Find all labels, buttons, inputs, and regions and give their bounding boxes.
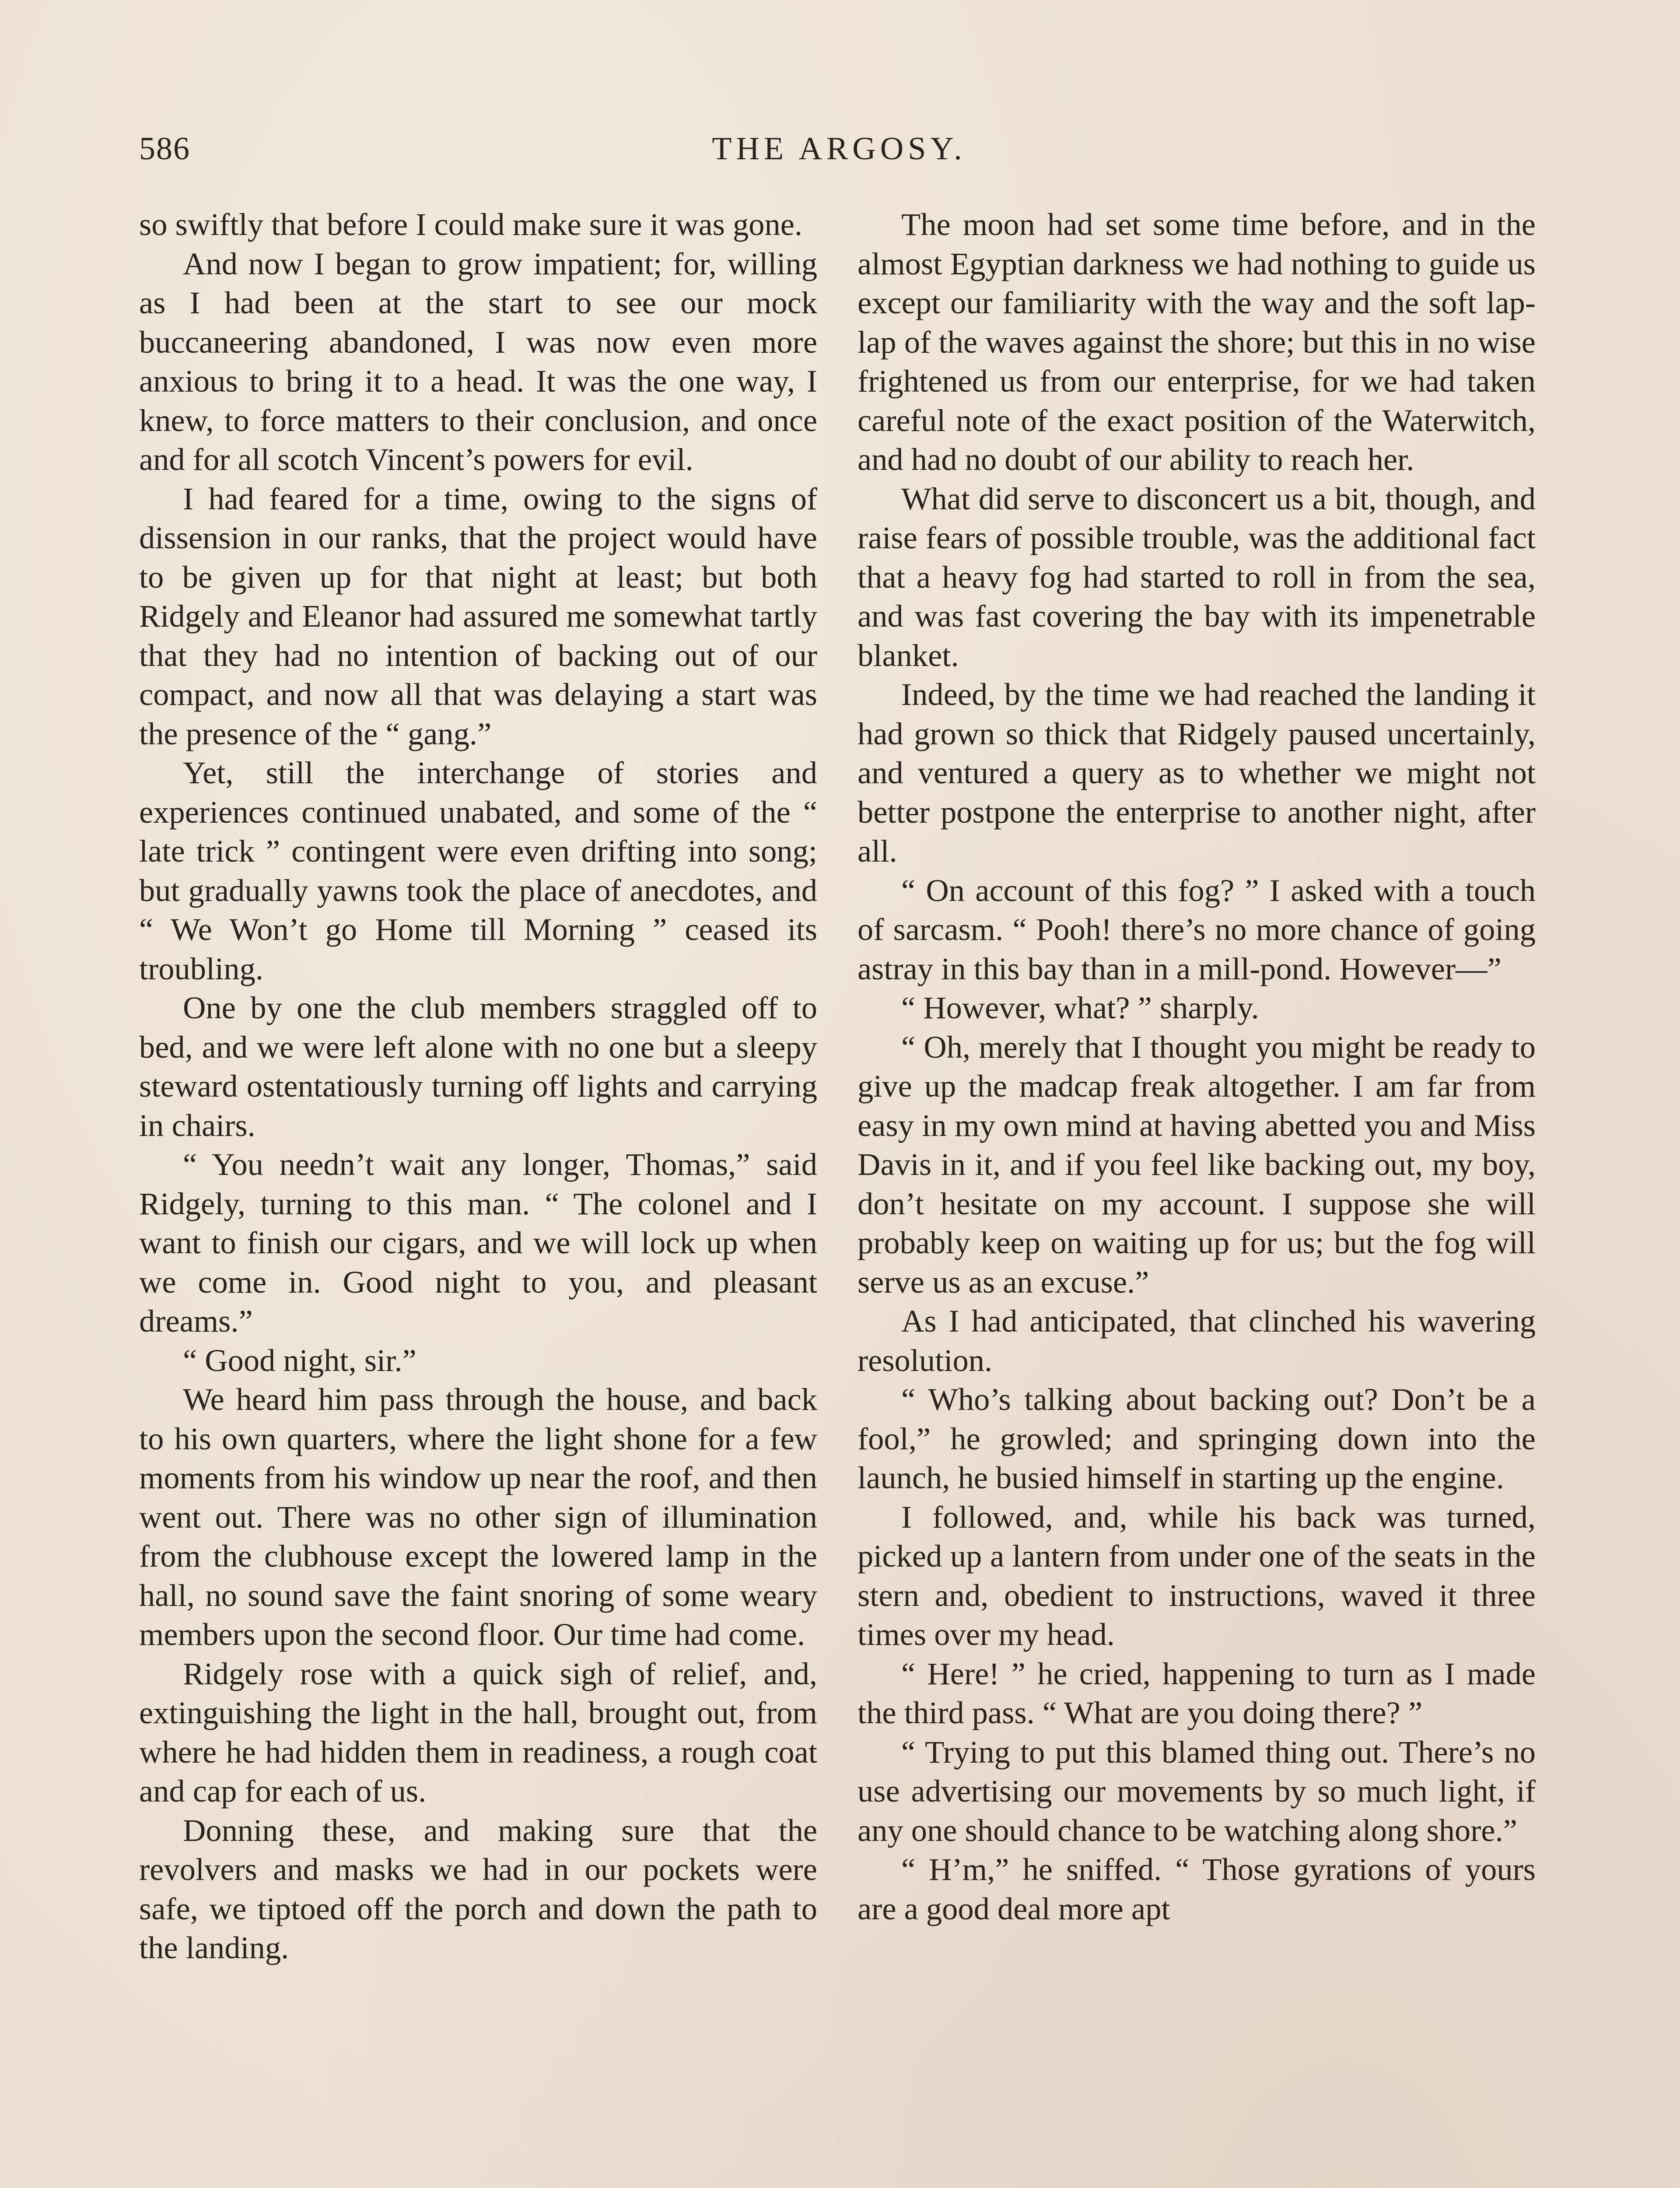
paragraph: “ Who’s talking about backing out? Don’t be a fool,” he growled; and springing down into the launch, he busied himself in starting up the engine.: [858, 1382, 1536, 1495]
paragraph: One by one the club members straggled off to bed, and we were left alone with no one but a sleepy steward ostentatiously turning off lights and carrying in chairs.: [139, 990, 817, 1143]
paragraph: As I had anticipated, that clinched his wavering resolution.: [858, 1303, 1536, 1378]
paragraph: “ Oh, merely that I thought you might be ready to give up the madcap freak altogether. I am far from easy in my own mind at having abetted you and Miss Davis in it, and if you feel like backing out, my boy, don’t hesitate on my account. I suppose she will probably keep on waiting up for us; but the fog will serve us as an excuse.”: [858, 1029, 1536, 1300]
paragraph: Donning these, and making sure that the revolvers and masks we had in our pockets were safe, we tiptoed off the porch and down the path to the landing.: [139, 1812, 817, 1965]
right-column: [858, 205, 1536, 2188]
running-title: THE ARGOSY.: [712, 131, 966, 167]
paragraph: Yet, still the interchange of stories and experiences continued unabated, and some of the “ late trick ” contingent were even drifting into song; but gradually yawns took the place of anecdotes, and “ We Won’t go Home till Morning ” ceased its troubling.: [139, 755, 817, 986]
paragraph: I followed, and, while his back was turned, picked up a lantern from under one of the seats in the stern and, obedient to instructions, waved it three times over my head.: [858, 1499, 1536, 1652]
paragraph: so swiftly that before I could make sure it was gone.: [139, 207, 803, 242]
paragraph: What did serve to disconcert us a bit, though, and raise fears of possible trouble, was the additional fact that a heavy fog had started to roll in from the sea, and was fast covering the bay with its impenetrable blanket.: [858, 480, 1536, 673]
paragraph: “ However, what? ” sharply.: [901, 990, 1259, 1025]
paragraph: “ You needn’t wait any longer, Thomas,” said Ridgely, turning to this man. “ The colonel and I want to finish our cigars, and we will lock up when we come in. Good night to you, and pleasant dreams.”: [139, 1147, 817, 1339]
paragraph: “ Good night, sir.”: [183, 1342, 416, 1378]
paragraph: “ Trying to put this blamed thing out. There’s no use advertising our movements by so much light, if any one should chance to be watching along shore.”: [858, 1734, 1536, 1848]
paragraph: “ Here! ” he cried, happening to turn as I made the third pass. “ What are you doing there? ”: [858, 1655, 1536, 1730]
paragraph: And now I began to grow impatient; for, willing as I had been at the start to see our mock buccaneering abandoned, I was now even more anxious to bring it to a head. It was the one way, I knew, to force matters to their conclusion, and once and for all scotch Vincent’s powers for evil.: [139, 245, 817, 477]
paragraph: Ridgely rose with a quick sigh of relief, and, extinguishing the light in the hall, brought out, from where he had hidden them in readiness, a rough coat and cap for each of us.: [139, 1655, 817, 1809]
page-header: [139, 127, 1539, 175]
paragraph: I had feared for a time, owing to the signs of dissension in our ranks, that the project would have to be given up for that night at least; but both Ridgely and Eleanor had assured me somewhat tartly that they had no intention of backing out of our compact, and now all that was delaying a start was the presence of the “ gang.”: [139, 480, 817, 751]
page-number: 586: [139, 131, 190, 167]
paragraph: Indeed, by the time we had reached the landing it had grown so thick that Ridgely paused uncertainly, and ventured a query as to whether we might not better postpone the enterprise to another night, after all.: [858, 677, 1536, 869]
paragraph: “ H’m,” he sniffed. “ Those gyrations of yours are a good deal more apt: [858, 1851, 1536, 1926]
paragraph: The moon had set some time before, and in the almost Egyptian darkness we had nothing to guide us except our familiarity with the way and the soft lap-lap of the waves against the shore; but this in no wise frightened us from our enterprise, for we had taken careful note of the exact position of the Waterwitch, and had no doubt of our ability to reach her.: [858, 207, 1536, 477]
paragraph: We heard him pass through the house, and back to his own quarters, where the light shone for a few moments from his window up near the roof, and then went out. There was no other sign of illumination from the clubhouse except the lowered lamp in the hall, no sound save the faint snoring of some weary members upon the second floor. Our time had come.: [139, 1382, 817, 1652]
paragraph: “ On account of this fog? ” I asked with a touch of sarcasm. “ Pooh! there’s no more chance of going astray in this bay than in a mill-pond. However—”: [858, 872, 1536, 986]
left-column: [139, 205, 817, 2188]
